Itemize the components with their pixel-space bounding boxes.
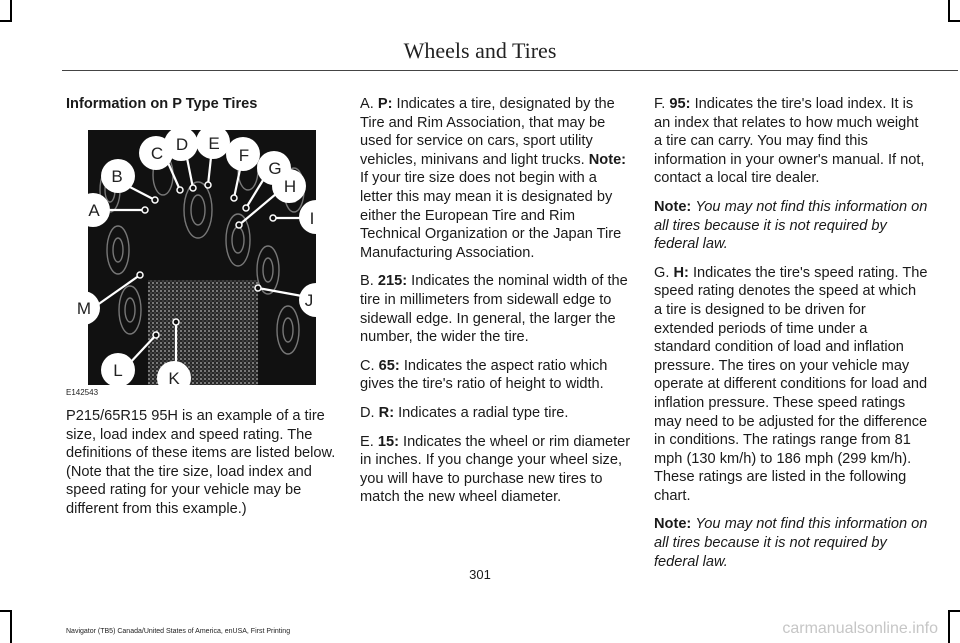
crop-mark <box>10 0 12 22</box>
item-c: C. 65: Indicates the aspect ratio which gives the tire's ratio of height to width. <box>360 357 608 393</box>
item-f: F. 95: Indicates the tire's load index. It is an index that relates to how much weight a tire can carry. You may find this information in your owner's manual. If not, contact a local tire dealer. <box>654 96 925 187</box>
page-title: Wheels and Tires <box>403 38 557 63</box>
figure-label-g: G <box>268 159 282 178</box>
figure-label-a: A <box>88 201 100 220</box>
item-d: D. R: Indicates a radial type tire. <box>360 404 569 421</box>
note: Note: You may not find this information on all tires because it is not required by federal law. <box>654 198 928 253</box>
header-rule <box>62 70 958 71</box>
crop-mark <box>948 610 960 612</box>
crop-mark <box>0 20 12 22</box>
figure-label-h: H <box>283 177 297 196</box>
crop-mark <box>948 0 950 22</box>
footer-text: Navigator (TB5) Canada/United States of America, enUSA, First Printing <box>66 628 291 635</box>
section-heading: Information on P Type Tires <box>66 96 258 112</box>
column-1 <box>66 95 338 124</box>
item-b: B. 215: Indicates the nominal width of the tire in millimeters from sidewall edge to sidewall edge. In general, the larger the number, the wider the tire. <box>360 273 628 346</box>
example-paragraph: P215/65R15 95H is an example of a tire size, load index and speed rating. The definitions of these items are listed below. (Note that the tire size, load index and speed rating for your vehicle may be different from this example.) <box>66 408 336 517</box>
crop-mark <box>948 20 960 22</box>
figure-label-d: D <box>175 135 189 154</box>
crop-mark <box>948 610 950 643</box>
crop-mark <box>10 610 12 643</box>
figure-code: E142543 <box>66 388 99 397</box>
item-a: A. P: Indicates a tire, designated by the Tire and Rim Association, that may be used for service on cars, sport utility vehicles, minivans and light trucks. Note: If your tire size does not begin with a letter this may mean it is designated by either the European Tire and Rim Technical Organization or the Japan Tire Manufacturing Association. <box>360 96 627 261</box>
item-e: E. 15: Indicates the wheel or rim diameter in inches. If you change your wheel size, you will have to purchase new tires to match the new wheel diameter. <box>360 433 631 506</box>
crop-mark <box>0 610 12 612</box>
figure-label-j: J <box>304 291 314 310</box>
figure-label-c: C <box>150 144 164 163</box>
tire-sidewall-figure <box>76 130 316 388</box>
figure-label-b: B <box>111 167 123 186</box>
column-2 <box>360 95 632 517</box>
page-number: 301 <box>469 567 491 582</box>
figure-label-e: E <box>208 134 220 153</box>
note: Note: You may not find this information on all tires because it is not required by federal law. <box>654 516 928 570</box>
column-3 <box>654 95 928 581</box>
figure-label-f: F <box>238 146 250 165</box>
figure-label-l: L <box>113 361 123 380</box>
figure-label-m: M <box>76 299 92 318</box>
watermark: carmanualsonline.info <box>782 620 938 637</box>
figure-label-i: I <box>309 209 315 228</box>
item-g: G. H: Indicates the tire's speed rating. The speed rating denotes the speed at which a tire is designed to be driven for extended periods of time under a standard condition of load and inflation pressure. The tires on your vehicle may operate at different conditions for load and inflation pressure. These speed ratings may need to be adjusted for the difference in conditions. The ratings range from 81 mph (130 km/h) to 186 mph (299 km/h). These ratings are listed in the following chart. <box>654 264 928 504</box>
figure-label-k: K <box>168 369 180 388</box>
